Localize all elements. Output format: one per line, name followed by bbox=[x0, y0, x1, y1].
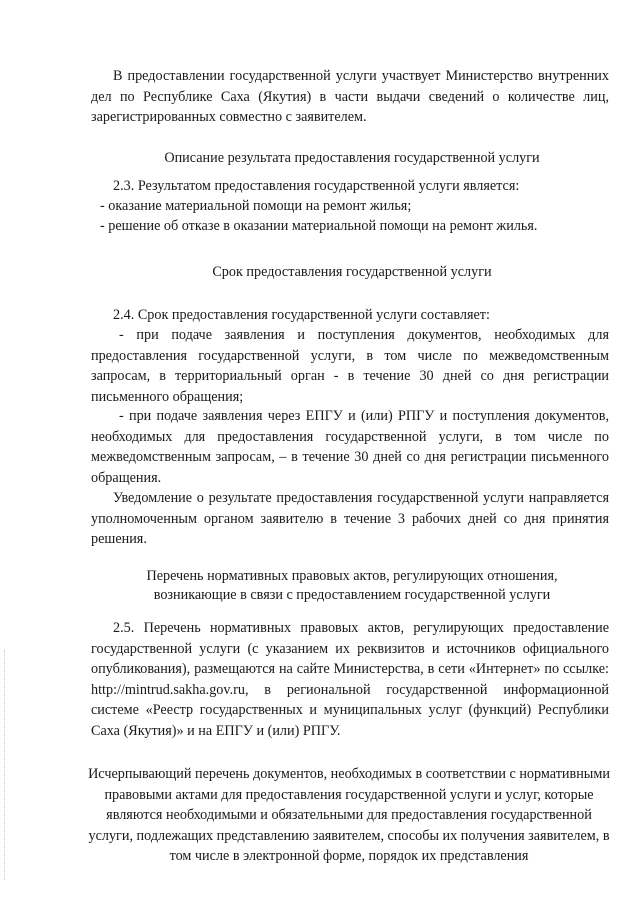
heading-documents-list: Исчерпывающий перечень документов, необходимых в соответствии с нормативными правовыми актами для предоставления государственной услуги и услуг, которые являются необходимыми и обязательными для предоставления государственной услуги, подлежащих представлению заявителем, способы их получения заявителем, в том числе в электронной форме, порядок их представления bbox=[88, 766, 610, 864]
heading-result-description: Описание результата предоставления государственной услуги bbox=[164, 150, 540, 166]
heading-legal-acts-line-1: Перечень нормативных правовых актов, регулирующих отношения, bbox=[146, 568, 558, 584]
paragraph-result-intro: 2.3. Результатом предоставления государственной услуги является: bbox=[113, 178, 520, 194]
list-item-result-1: - оказание материальной помощи на ремонт жилья; bbox=[100, 198, 412, 214]
paragraph-term-intro: 2.4. Срок предоставления государственной услуги составляет: bbox=[113, 307, 490, 323]
paragraph-notification: Уведомление о результате предоставления государственной услуги направляется уполномоченным органом заявителю в течение 3 рабочих дней со дня принятия решения. bbox=[91, 490, 609, 548]
list-item-result-2: - решение об отказе в оказании материальной помощи на ремонт жилья. bbox=[100, 218, 538, 234]
list-item-term-1: - при подаче заявления и поступления документов, необходимых для предоставления государственной услуги, в том числе по межведомственным запросам, в территориальный орган - в течение 30 дней со дня регистрации письменного обращения; bbox=[91, 327, 609, 405]
heading-service-term: Срок предоставления государственной услуги bbox=[212, 264, 492, 280]
list-item-term-2: - при подаче заявления через ЕПГУ и (или) РПГУ и поступления документов, необходимых для предоставления государственной услуги, в том числе по межведомственным запросам, – в течение 30 дней со дня регистрации письменного обращения. bbox=[91, 408, 609, 486]
scan-margin-marks bbox=[4, 650, 7, 880]
heading-legal-acts-line-2: возникающие в связи с предоставлением государственной услуги bbox=[153, 587, 551, 603]
paragraph-ministry-participation: В предоставлении государственной услуги участвует Министерство внутренних дел по Республике Саха (Якутия) в части выдачи сведений о количестве лиц, зарегистрированных совместно с заявителем. bbox=[91, 68, 609, 126]
paragraph-legal-acts: 2.5. Перечень нормативных правовых актов, регулирующих предоставление государственной услуги (с указанием их реквизитов и источников официального опубликования), размещаются на сайте Министерства, в сети «Интернет» по ссылке: http://mintrud.sakha.gov.ru, в региональной государственной информационной системе «Реестр государственных и муниципальных услуг (функций) Республики Саха (Якутия)» и на ЕПГУ и (или) РПГУ. bbox=[91, 620, 609, 739]
